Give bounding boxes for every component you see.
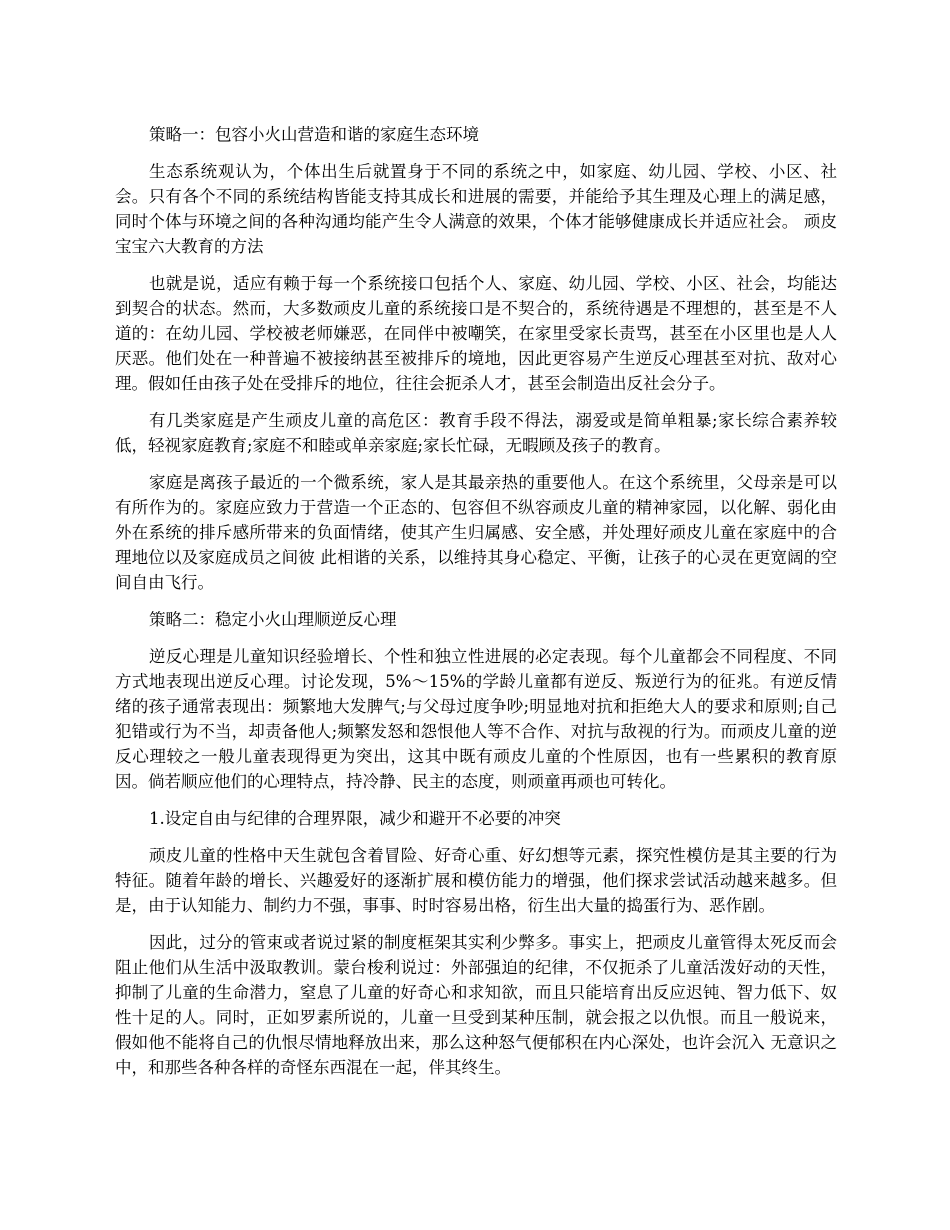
paragraph: 有几类家庭是产生顽皮儿童的高危区：教育手段不得法，溺爱或是简单粗暴;家长综合素养较低，轻视家庭教育;家庭不和睦或单亲家庭;家长忙碌，无暇顾及孩子的教育。 bbox=[115, 411, 837, 455]
section-heading-strategy-two: 策略二：稳定小火山理顺逆反心理 bbox=[149, 610, 397, 629]
paragraph: 也就是说，适应有赖于每一个系统接口包括个人、家庭、幼儿园、学校、小区、社会，均能达到契合的状态。然而，大多数顽皮儿童的系统接口是不契合的，系统待遇是不理想的，甚至是不人道的：在幼儿园、学校被老师嫌恶，在同伴中被嘲笑，在家里受家长责骂，甚至在小区里也是人人厌恶。他们处在一种普遍不被接纳甚至被排斥的境地，因此更容易产生逆反心理甚至对抗、敌对心理。假如任由孩子处在受排斥的地位，往往会扼杀人才，甚至会制造出反社会分子。 bbox=[115, 274, 837, 393]
paragraph: 逆反心理是儿童知识经验增长、个性和独立性进展的必定表现。每个儿童都会不同程度、不同方式地表现出逆反心理。讨论发现，5%～15%的学龄儿童都有逆反、叛逆行为的征兆。有逆反情绪的孩子通常表现出：频繁地大发脾气;与父母过度争吵;明显地对抗和拒绝大人的要求和原则;自己犯错或行为不当，却责备他人;频繁发怒和怨恨他人等不合作、对抗与敌视的行为。而顽皮儿童的逆反心理较之一般儿童表现得更为突出，这其中既有顽皮儿童的个性原因，也有一些累积的教育原因。倘若顺应他们的心理特点，持冷静、民主的态度，则顽童再顽也可转化。 bbox=[115, 647, 837, 791]
section-heading-strategy-one: 策略一：包容小火山营造和谐的家庭生态环境 bbox=[149, 125, 479, 144]
paragraph: 家庭是离孩子最近的一个微系统，家人是其最亲热的重要他人。在这个系统里，父母亲是可以有所作为的。家庭应致力于营造一个正态的、包容但不纵容顽皮儿童的精神家园，以化解、弱化由外在系统的排斥感所带来的负面情绪，使其产生归属感、安全感，并处理好顽皮儿童在家庭中的合理地位以及家庭成员之间彼 此相谐的关系，以维持其身心稳定、平衡，让孩子的心灵在更宽阔的空间自由飞行。 bbox=[115, 473, 837, 592]
subsection-heading: 1.设定自由与纪律的合理界限，减少和避开不必要的冲突 bbox=[149, 809, 561, 828]
paragraph: 因此，过分的管束或者说过紧的制度框架其实利少弊多。事实上，把顽皮儿童管得太死反而会阻止他们从生活中汲取教训。蒙台梭利说过：外部强迫的纪律，不仅扼杀了儿童活泼好动的天性，抑制了儿童的生命潜力，窒息了儿童的好奇心和求知欲，而且只能培育出反应迟钝、智力低下、奴性十足的人。同时，正如罗素所说的，儿童一旦受到某种压制，就会报之以仇恨。而且一般说来，假如他不能将自己的仇恨尽情地释放出来，那么这种怒气便郁积在内心深处，也许会沉入 无意识之中，和那些各种各样的奇怪东西混在一起，伴其终生。 bbox=[115, 933, 837, 1077]
paragraph: 生态系统观认为，个体出生后就置身于不同的系统之中，如家庭、幼儿园、学校、小区、社会。只有各个不同的系统结构皆能支持其成长和进展的需要，并能给予其生理及心理上的满足感，同时个体与环境之间的各种沟通均能产生令人满意的效果，个体才能够健康成长并适应社会。 顽皮宝宝六大教育的方法 bbox=[115, 162, 837, 256]
document-page bbox=[115, 122, 837, 1092]
paragraph: 顽皮儿童的性格中天生就包含着冒险、好奇心重、好幻想等元素，探究性模仿是其主要的行为特征。随着年龄的增长、兴趣爱好的逐渐扩展和模仿能力的增强，他们探求尝试活动越来越多。但是，由于认知能力、制约力不强，事事、时时容易出格，衍生出大量的捣蛋行为、恶作剧。 bbox=[115, 846, 837, 915]
